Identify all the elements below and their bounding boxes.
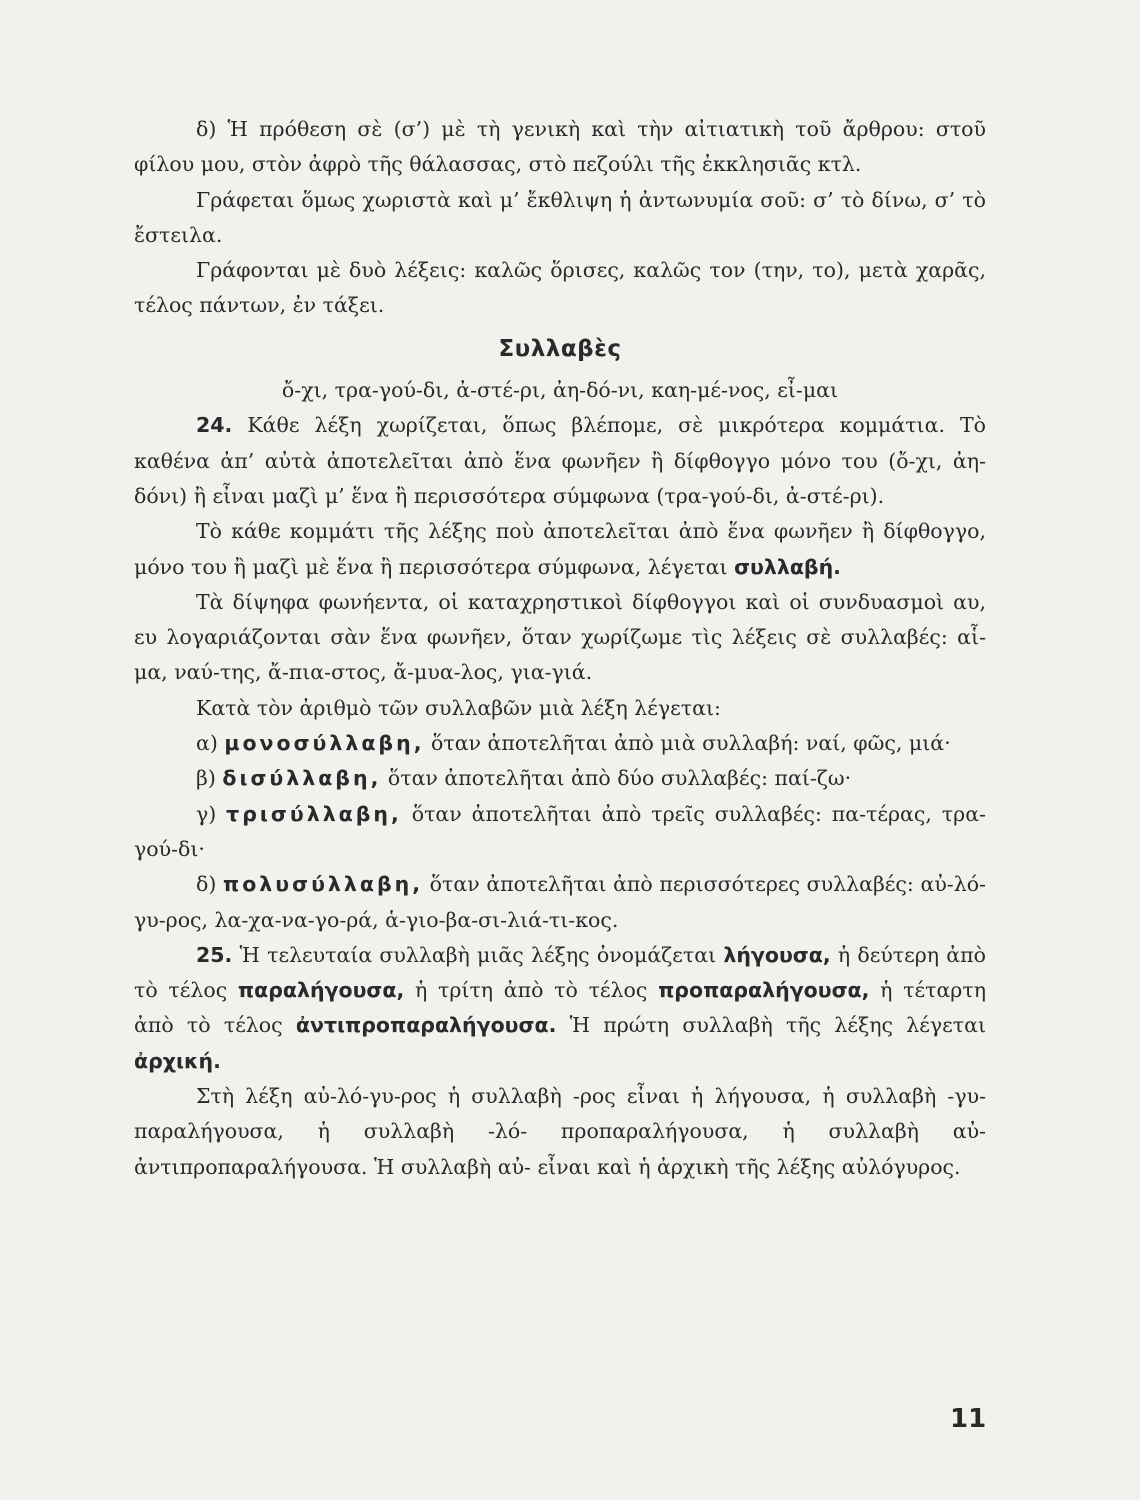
p25-text: ἡ τέταρτη ἀπὸ τὸ τέλος: [134, 978, 986, 1038]
paragraph-number: 25.: [196, 942, 233, 967]
paragraph-25: [134, 938, 986, 1079]
list-text: ὅταν ἀποτελῆται ἀπὸ περισσότερες συλλαβές: αὐ-λό-γυ-ρος, λα-χα-να-γο-ρά, ἁ-γιο-βα-σι-λιά-τι-κος.: [134, 872, 986, 932]
p25-text: ἡ δεύτερη ἀπὸ τὸ τέλος: [134, 942, 986, 1003]
list-text: ὅταν ἀποτελῆται ἀπὸ δύο συλλαβές: παί-ζω·: [387, 766, 852, 791]
paragraph-definition: [134, 514, 986, 585]
term-initial: ἀρχική.: [134, 1048, 221, 1073]
term-disyllabic: δισύλλαβη,: [222, 766, 382, 791]
paragraph-diphthongs: Τὰ δίψηφα φωνήεντα, οἱ καταχρηστικοὶ δίφθογγοι καὶ οἱ συνδυασμοὶ αυ, ευ λογαριάζονται σὰν ἕνα φωνῆεν, ὅταν χωρίζωμε τὶς λέξεις σὲ συλλαβές: αἷ-μα, ναύ-της, ἄ-πια-στος, ἄ-μυα-λος, για-γιά.: [134, 589, 986, 685]
definition-term: συλλαβή.: [734, 554, 841, 579]
p25-text: ἡ τρίτη ἀπὸ τὸ τέλος: [415, 978, 648, 1003]
paragraph-24-text: Κάθε λέξη χωρίζεται, ὅπως βλέπομε, σὲ μικρότερα κομμάτια. Τὸ καθένα ἀπ’ αὐτὰ ἀποτελεῖται ἀπὸ ἕνα φωνῆεν ἢ δίφθογγο μόνο του (ὄ-χι, ἀη-δόνι) ἢ εἶναι μαζὶ μ’ ἕνα ἢ περισσότερα σύμφωνα (τρα-γού-δι, ἀ-στέ-ρι).: [134, 413, 986, 508]
term-polysyllabic: πολυσύλλαβη,: [223, 872, 424, 897]
list-label: β): [196, 766, 216, 791]
paragraph-pronoun: Γράφεται ὅμως χωριστὰ καὶ μ’ ἔκθλιψη ἡ ἀντωνυμία σοῦ: σ’ τὸ δίνω, σ’ τὸ ἔστειλα.: [134, 187, 986, 247]
list-label: δ): [196, 872, 217, 897]
term-ultima: λήγουσα,: [723, 942, 831, 967]
body-text: [134, 112, 986, 1185]
paragraph-two-words: Γράφονται μὲ δυὸ λέξεις: καλῶς ὅρισες, καλῶς τον (την, το), μετὰ χαρᾶς, τέλος πάντων, ἐν τάξει.: [134, 258, 986, 318]
paragraph-preposition: δ) Ἡ πρόθεση σὲ (σ’) μὲ τὴ γενικὴ καὶ τὴν αἰτιατικὴ τοῦ ἄρθρου: στοῦ φίλου μου, στὸν ἀφρὸ τῆς θάλασσας, στὸ πεζούλι τῆς ἐκκλησιᾶς κτλ.: [134, 117, 986, 177]
paragraph-24: [134, 408, 986, 514]
syllable-examples: ὄ-χι, τρα-γού-δι, ἀ-στέ-ρι, ἀη-δό-νι, καη-μέ-νος, εἶ-μαι: [281, 378, 839, 403]
list-item-trisyllabic: [134, 797, 986, 868]
p25-text: Ἡ πρώτη συλλαβὴ τῆς λέξης λέγεται: [569, 1013, 986, 1038]
list-item-monosyllabic: [134, 726, 986, 761]
p25-text: Ἡ τελευταία συλλαβὴ μιᾶς λέξης ὀνομάζεται: [239, 942, 717, 967]
definition-text: Τὸ κάθε κομμάτι τῆς λέξης ποὺ ἀποτελεῖται ἀπὸ ἕνα φωνῆεν ἢ δίφθογγο, μόνο του ἢ μαζὶ μὲ ἕνα ἢ περισσότερα σύμφωνα, λέγεται: [134, 519, 986, 579]
list-item-disyllabic: [134, 761, 986, 796]
list-label: α): [196, 731, 218, 756]
term-trisyllabic: τρισύλλαβη,: [226, 801, 402, 826]
term-antepenult: προπαραλήγουσα,: [658, 978, 870, 1003]
term-pre-antepenult: ἀντιπροπαραλήγουσα.: [295, 1013, 557, 1038]
list-text: ὅταν ἀποτελῆται ἀπὸ μιὰ συλλαβή: ναί, φῶς, μιά·: [431, 731, 951, 756]
list-text: ὅταν ἀποτελῆται ἀπὸ τρεῖς συλλαβές: πα-τέρας, τρα-γού-δι·: [134, 801, 986, 861]
page-number: 11: [950, 1404, 987, 1434]
list-item-polysyllabic: [134, 867, 986, 938]
term-monosyllabic: μονοσύλλαβη,: [224, 731, 425, 756]
paragraph-example-word: Στὴ λέξη αὐ-λό-γυ-ρος ἡ συλλαβὴ -ρος εἶναι ἡ λήγουσα, ἡ συλλαβὴ -γυ- παραλήγουσα, ἡ συλλαβὴ -λό- προπαραλήγουσα, ἡ συλλαβὴ αὐ- ἀντιπροπαραλήγουσα. Ἡ συλλαβὴ αὐ- εἶναι καὶ ἡ ἀρχικὴ τῆς λέξης αὐλόγυρος.: [134, 1084, 986, 1179]
section-heading: Συλλαβὲς: [498, 335, 622, 362]
list-label: γ): [196, 801, 217, 826]
paragraph-count: Κατὰ τὸν ἀριθμὸ τῶν συλλαβῶν μιὰ λέξη λέγεται:: [196, 695, 721, 720]
term-penult: παραλήγουσα,: [237, 978, 405, 1003]
paragraph-number: 24.: [196, 413, 233, 438]
